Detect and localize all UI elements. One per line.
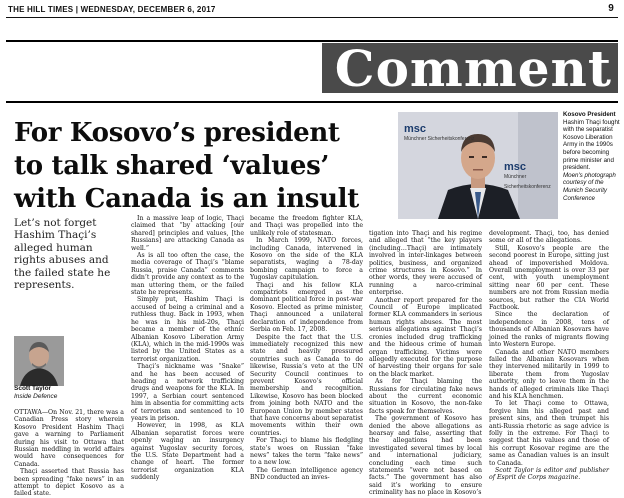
article-photo [398, 112, 558, 219]
backdrop-logo-right: msc Münchner Sicherheitskonferenz [504, 161, 551, 190]
paragraph: Still, Kosovo’s people are the second poorest in Europe, sitting just ahead of impoverished Moldova. Overall unemployment is over 33 per cent, with youth unemployment sitting near 60 per cent. These numbers are not from Russian media sources, but rather the CIA World Factbook. [489, 244, 609, 312]
photo-caption [563, 111, 621, 202]
article-column-3 [250, 215, 363, 482]
headline [14, 117, 394, 216]
headline-line: For Kosovo’s president [14, 118, 340, 148]
article-column-1 [14, 409, 124, 498]
paragraph: For Thaçi to blame his fledgling state’s woes on Russian “fake news” takes the term “fake news” to a new low. [250, 437, 363, 467]
paragraph: As is all too often the case, the media coverage of Thaçi’s “blame Russia, praise Canada” comments didn’t provide any context as to the man uttering them, or the failed state he represents. [131, 252, 244, 297]
article-column-5 [489, 230, 609, 482]
paragraph: development. Thaçi, too, has denied some or all of the allegations. [489, 230, 609, 245]
headline-line: with Canada is an insult [14, 184, 359, 214]
paragraph: However, in 1998, as KLA Albanian separatist forces were openly waging an insurgency against Yugoslav security forces, the U.S. State Department had a change of heart. The former terrorist organization KLA suddenly [131, 422, 244, 482]
header-rule [6, 17, 618, 18]
byline [14, 385, 57, 401]
paragraph: Simply put, Hashim Thaçi is accused of being a criminal and a ruthless thug. Back in 1993, when he was in his mid-20s, Thaçi became a member of the ethnic Albanian Kosovo Liberation Army (KLA), which in the mid-1990s was listed by the United States as a terrorist organization. [131, 296, 244, 363]
caption-credit: Moen's photograph courtesy of the Munich Security Conference [563, 171, 616, 202]
masthead: THE HILL TIMES | WEDNESDAY, DECEMBER 6, 2017 [8, 5, 216, 14]
author-role: Inside Defence [14, 393, 58, 400]
section-title: Comment [334, 39, 612, 98]
paragraph: became the freedom fighter KLA, and Thaçi was propelled into the unlikely role of statesman. [250, 215, 363, 237]
paragraph: Thaçi’s nickname was “Snake” and he has been accused of heading a network trafficking drugs and weapons for the KLA. In 1997, a Serbian court sentenced him in absentia for committing acts of terrorism and sentenced to 10 years in prison. [131, 363, 244, 422]
paragraph: tigation into Thaçi and his regime and alleged that “the key players (including…Thaçi) are intimately involved in inter-linkages between politics, business, and organized crime structures in Kosovo.” In other words, they were accused of running a narco-criminal enterprise. [369, 230, 482, 297]
paragraph: To let Thaçi come to Ottawa, forgive him his alleged past and present sins, and then trumpet his anti-Russia rhetoric as sage advice is folly in the extreme. For Thaçi to suggest that his values and those of his corrupt Kosovar regime are the same as Canadian values is an insult to Canada. [489, 400, 609, 467]
author-name: Scott Taylor [14, 385, 52, 392]
paragraph: Since the declaration of independence in 2008, tens of thousands of Albanian Kosovars have joined the ranks of migrants flowing into Western Europe. [489, 311, 609, 349]
paragraph: Thaçi asserted that Russia has been spreading “fake news” in an attempt to depict Kosovo as a failed state. [14, 468, 124, 498]
paragraph: Despite the fact that the U.S. immediately recognized this new state and heavily pressured countries such as Canada to do likewise, Russia’s veto at the UN Security Council continues to prevent Kosovo’s official membership and recognition. Likewise, Kosovo has been blocked from joining both NATO and the European Union by member states that have concerns about separatist movements within their own countries. [250, 333, 363, 437]
headline-line: to talk shared ‘values’ [14, 151, 330, 181]
backdrop-logo-left: msc Münchner Sicherheitskonferenz [404, 123, 475, 142]
author-note: Scott Taylor is editor and publisher of Esprit de Corps magazine. [489, 467, 609, 482]
page-header [6, 2, 618, 16]
paragraph: As for Thaçi blaming the Russians for circulating fake news about the current economic situation in Kosovo, the non-fake facts speak for themselves. [369, 378, 482, 415]
paragraph: Thaçi and his fellow KLA compatriots emerged as the dominant political force in post-war Kosovo. Elected as prime minister, Thaçi announced a unilateral declaration of independence from Serbia on Feb. 17, 2008. [250, 281, 363, 334]
article-column-4 [369, 230, 482, 497]
paragraph: In a massive leap of logic, Thaçi claimed that “by attacking [our shared] principles and values, [the Russians] are attacking Canada as well.” [131, 215, 244, 252]
caption-title: Kosovo President [563, 111, 616, 118]
article-column-2 [131, 215, 244, 482]
paragraph: The government of Kosovo has denied the above allegations as hearsay and false, asserting that the allegations had been investigated several times by local and international judiciary, concluding each time such statements “were not based on facts.” The government has also said it’s working to ensure criminality has no place in Kosovo’s [369, 415, 482, 497]
paragraph: Another report prepared for the Council of Europe implicated former KLA commanders in serious human rights abuses. The most serious allegations against Thaçi’s cronies included drug trafficking and the hideous crime of human organ trafficking. Victims were allegedly executed for the purpose of harvesting their organs for sale on the black market. [369, 296, 482, 378]
banner-bottom-rule [6, 101, 618, 103]
author-photo-illustration [14, 336, 64, 386]
paragraph: OTTAWA—On Nov. 21, there was a Canadian Press story wherein Kosovo President Hashim Thaçi gave a warning to Parliament during his visit to Ottawa that Russian meddling in world affairs would have consequences for Canada. [14, 409, 124, 468]
article-deck: Let’s not forget Hashim Thaçi’s alleged human rights abuses and the failed state he represents. [14, 217, 111, 292]
author-photo [14, 336, 64, 386]
paragraph: In March 1999, NATO forces, including Canada, intervened in Kosovo on the side of the KLA separatists, waging a 78-day bombing campaign to force a Yugoslav capitulation. [250, 237, 363, 282]
paragraph: Canada and other NATO members failed the Albanian Kosovars when they intervened militarily in 1999 to liberate them from Yugoslav authority, only to leave them in the hands of alleged criminals like Thaçi and his KLA henchmen. [489, 348, 609, 400]
paragraph: The German intelligence agency BND conducted an inves- [250, 466, 363, 482]
page-number: 9 [608, 3, 614, 14]
caption-body: Hashim Thaçi fought with the separatist Kosovo Liberation Army in the 1990s before becoming prime minister and president. [563, 118, 620, 172]
section-banner [322, 39, 618, 98]
